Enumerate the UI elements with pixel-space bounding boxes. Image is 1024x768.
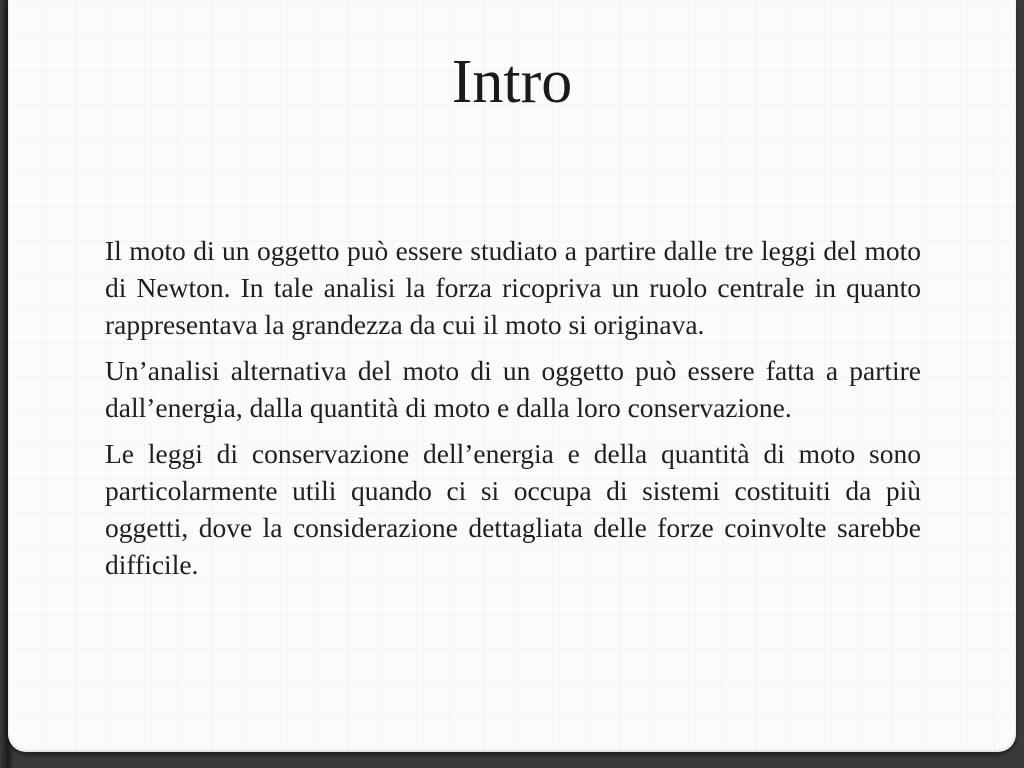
paragraph-conservation-laws: Le leggi di conservazione dell’energia e della quantità di moto sono particolarmente utili quando ci si occupa di sistemi costituiti da più oggetti, dove la considerazione dettagliata delle forze coinvolte sarebbe difficile.: [105, 438, 921, 580]
paragraph-newton-laws: Il moto di un oggetto può essere studiato a partire dalle tre leggi del moto di Newton. In tale analisi la forza ricopriva un ruolo centrale in quanto rappresentava la grandezza da cui il moto si originava.: [105, 235, 921, 340]
slide-title: Intro: [451, 48, 573, 116]
slide-body: [105, 232, 921, 592]
slide-page: [8, 0, 1016, 752]
paragraph-energy-analysis: Un’analisi alternativa del moto di un oggetto può essere fatta a partire dall’energia, dalla quantità di moto e dalla loro conservazione.: [105, 355, 921, 423]
